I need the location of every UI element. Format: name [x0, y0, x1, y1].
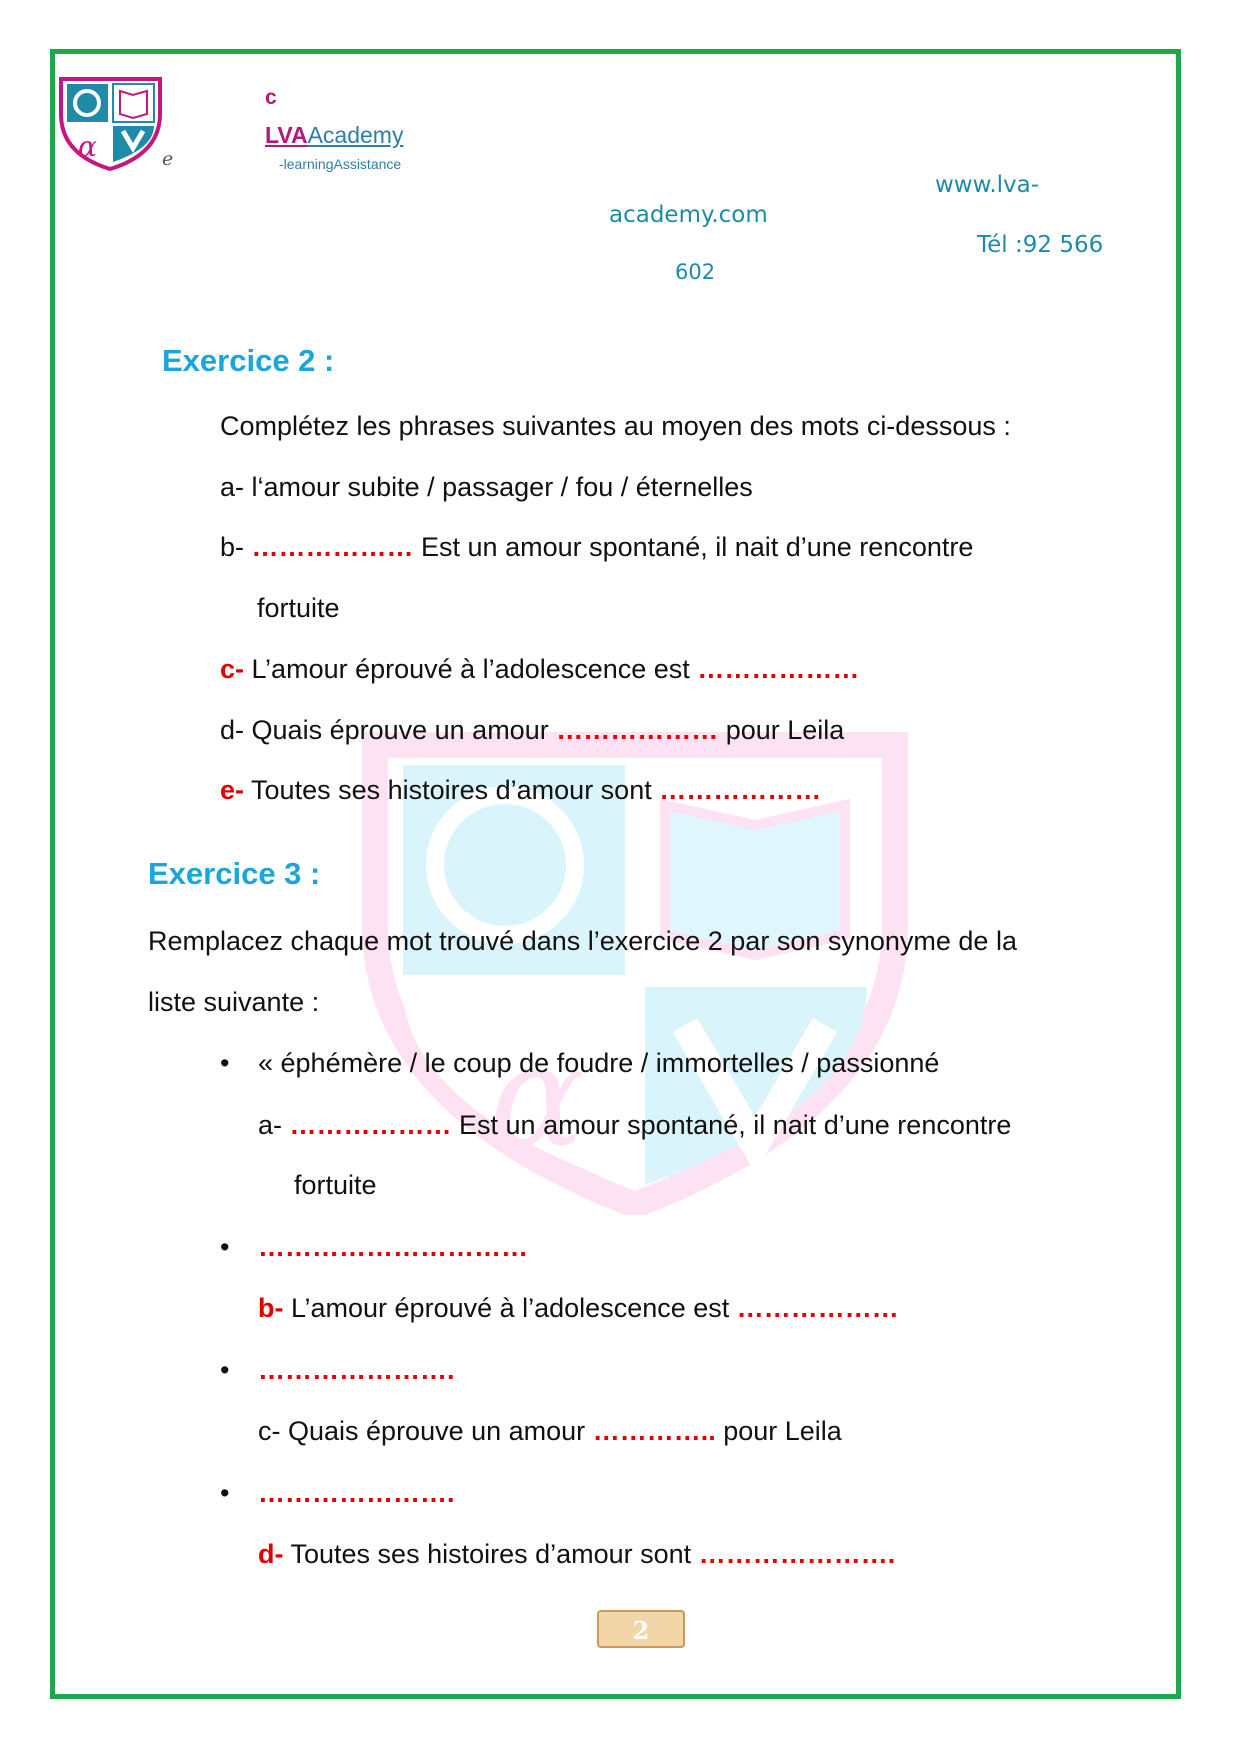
answer-blank: ………………: [556, 715, 719, 745]
ex2-item-a: [220, 472, 753, 503]
ex3-item-b: [258, 1293, 899, 1324]
item-text: Toutes ses histoires d’amour sont: [251, 775, 660, 805]
item-text: Est un amour spontané, il nait d’une rencontre: [451, 1110, 1012, 1140]
exercise-3-instruction-cont: liste suivante :: [148, 987, 320, 1017]
lva-academy-logo-icon: [58, 76, 163, 172]
item-marker: c-: [220, 654, 245, 684]
bullet-icon: •: [220, 1478, 230, 1508]
item-marker: c-: [258, 1416, 281, 1446]
ex2-item-e: [220, 775, 821, 806]
exercise-3-instruction: Remplacez chaque mot trouvé dans l’exercice 2 par son synonyme de la: [148, 926, 1017, 956]
answer-blank: ………………: [289, 1110, 452, 1140]
ex3-item-a-continued: fortuite: [294, 1170, 377, 1200]
page-number: 2: [597, 1610, 685, 1648]
item-marker: d-: [258, 1539, 284, 1569]
answer-blank: …………………………: [258, 1232, 528, 1262]
item-text: Est un amour spontané, il nait d’une rencontre: [413, 532, 974, 562]
brand-lva: LVA: [265, 122, 308, 148]
svg-text:α: α: [490, 1016, 585, 1179]
item-text: Quais éprouve un amour: [251, 715, 557, 745]
svg-text:α: α: [78, 130, 97, 163]
answer-blank: ………………: [697, 654, 860, 684]
item-text: L’amour éprouvé à l’adolescence est: [251, 654, 698, 684]
bullet-icon: •: [220, 1232, 230, 1262]
answer-blank: …………..: [592, 1416, 716, 1446]
item-marker: e-: [220, 775, 245, 805]
answer-blank: ………………: [736, 1293, 899, 1323]
brand-e-mark: e: [162, 148, 174, 170]
item-marker: b-: [258, 1293, 284, 1323]
item-marker: a-: [258, 1110, 283, 1140]
ex2-item-b-continued: fortuite: [257, 593, 340, 623]
item-marker: d-: [220, 715, 245, 745]
brand-academy: Academy: [307, 122, 404, 148]
phone-number: Tél :92 566: [977, 232, 1104, 258]
ex2-item-c: [220, 654, 859, 685]
item-marker: b-: [220, 532, 245, 562]
answer-blank: ………………….: [698, 1539, 896, 1569]
item-text: L’amour éprouvé à l’adolescence est: [283, 1293, 737, 1323]
exercise-2-instruction: Complétez les phrases suivantes au moyen des mots ci-dessous :: [220, 411, 1011, 441]
ex2-item-b: [220, 532, 973, 563]
bullet-icon: •: [220, 1048, 230, 1078]
answer-blank: ………………: [659, 775, 822, 805]
item-text-end: pour Leila: [715, 1416, 842, 1446]
item-text-end: pour Leila: [718, 715, 845, 745]
ex2-item-d: [220, 715, 844, 746]
exercise-2-title: Exercice 2 :: [162, 343, 335, 378]
exercise-3-title: Exercice 3 :: [148, 856, 321, 891]
ex3-item-c: [258, 1416, 842, 1447]
brand-name: [265, 122, 403, 149]
website-part1: www.lva-: [935, 172, 1040, 198]
bullet-icon: •: [220, 1355, 230, 1385]
brand-c-mark: c: [265, 86, 277, 109]
phone-suffix: 602: [675, 260, 716, 284]
synonym-list: « éphémère / le coup de foudre / immortelles / passionné: [258, 1048, 940, 1078]
answer-blank: ………………….: [258, 1478, 455, 1508]
ex3-item-d: [258, 1539, 895, 1570]
answer-blank: ………………: [251, 532, 414, 562]
item-text: Quais éprouve un amour: [280, 1416, 593, 1446]
item-text: Toutes ses histoires d’amour sont: [283, 1539, 699, 1569]
website-part2: academy.com: [609, 202, 768, 228]
item-marker: a-: [220, 472, 245, 502]
ex3-item-a: [258, 1110, 1011, 1141]
answer-blank: ………………….: [258, 1355, 455, 1385]
item-text: l‘amour subite / passager / fou / éternelles: [251, 472, 753, 502]
brand-tagline: -learningAssistance: [279, 156, 402, 172]
